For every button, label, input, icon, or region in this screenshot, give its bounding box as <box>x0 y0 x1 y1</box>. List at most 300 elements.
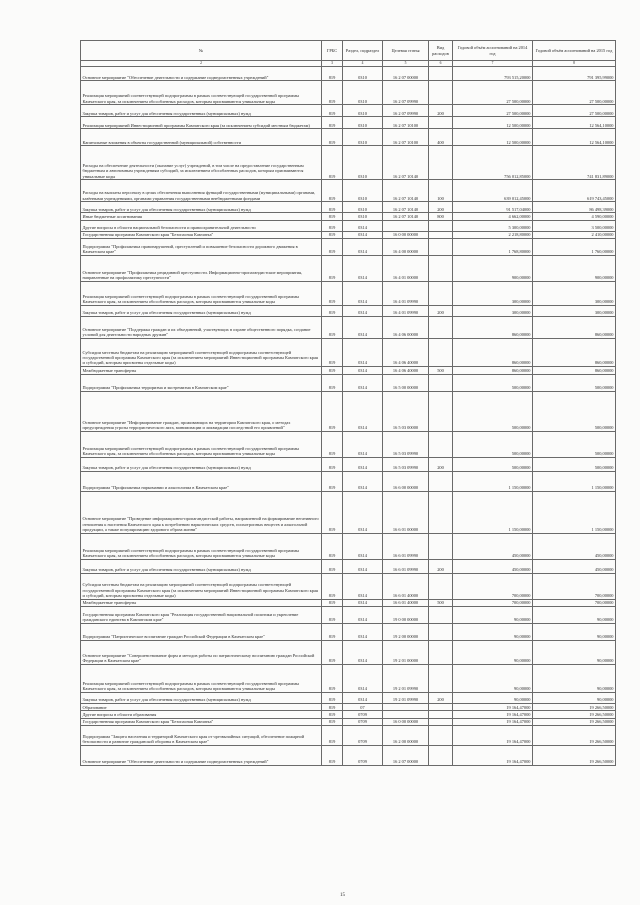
table-row <box>81 81 616 105</box>
row-grbs: 819 <box>322 599 343 606</box>
row-section: 0709 <box>343 711 383 718</box>
row-section: 0709 <box>343 718 383 725</box>
row-section: 07 <box>343 703 383 710</box>
row-amount-2014: 500,00000 <box>453 431 533 457</box>
row-section: 0314 <box>343 692 383 703</box>
row-expense-type <box>429 81 453 105</box>
row-name: Субсидии местным бюджетам на реализацию мероприятий соответствующей подпрограммы соответствующей государственной программы Камчатского края (за исключением мероприятий Инвестиционной программы Камчатского края и субсидий, которым присвоены отдельные коды) <box>81 339 322 367</box>
row-target-article: 19 0 00 00000 <box>383 606 429 623</box>
row-grbs: 819 <box>322 317 343 339</box>
row-amount-2014: 793 515,20000 <box>453 67 533 81</box>
table-row <box>81 317 616 339</box>
row-section: 0709 <box>343 746 383 766</box>
row-grbs: 819 <box>322 471 343 491</box>
row-amount-2015: 450,00000 <box>533 559 616 573</box>
row-grbs: 819 <box>322 559 343 573</box>
row-section: 0310 <box>343 105 383 117</box>
row-target-article: 16 4 06 40000 <box>383 367 429 374</box>
table-row <box>81 692 616 703</box>
row-expense-type: 200 <box>429 202 453 213</box>
row-grbs: 819 <box>322 746 343 766</box>
row-amount-2014: 500,00000 <box>453 457 533 471</box>
table-row <box>81 67 616 81</box>
row-section: 0314 <box>343 431 383 457</box>
row-name: Основное мероприятие "Поддержка граждан и их объединений, участвующих в охране общественного порядка, создание условий для деятельности народных дружин" <box>81 317 322 339</box>
row-target-article: 16 2 07 00000 <box>383 746 429 766</box>
row-name: Межбюджетные трансферты <box>81 367 322 374</box>
row-amount-2015: 19 266,50000 <box>533 726 616 746</box>
table-row <box>81 533 616 559</box>
row-amount-2015: 860,00000 <box>533 317 616 339</box>
table-row <box>81 105 616 117</box>
row-name: Реализация мероприятий Инвестиционной программы Камчатского края (за исключением субсидий местным бюджетам) <box>81 117 322 129</box>
row-grbs: 819 <box>322 431 343 457</box>
row-amount-2015: 500,00000 <box>533 457 616 471</box>
row-target-article: 16 0 00 00000 <box>383 718 429 725</box>
table-row <box>81 559 616 573</box>
row-target-article: 16 2 07 10140 <box>383 213 429 220</box>
row-amount-2015: 619 743,45000 <box>533 180 616 202</box>
row-section: 0314 <box>343 231 383 238</box>
table-row <box>81 664 616 692</box>
row-section: 0314 <box>343 220 383 231</box>
row-amount-2015: 86 498,39000 <box>533 202 616 213</box>
row-section: 0314 <box>343 606 383 623</box>
row-name: Основное мероприятие "Информирование граждан, проживающих на территории Камчатского края, о методах предупреждения угрозы террористического акта, минимизации и ликвидации последствий его проявлений" <box>81 391 322 431</box>
row-name: Основное мероприятие "Проведение информационно-пропагандистской работы, направленной на формирование негативного отношения к населения Камчатского края к потреблению наркотических средств, психотропных веществ и алкогольной продукции, а также популяризацию здорового образа жизни" <box>81 491 322 533</box>
row-amount-2015: 1 150,00000 <box>533 471 616 491</box>
row-expense-type <box>429 573 453 599</box>
table-row <box>81 606 616 623</box>
column-index: 5 <box>383 61 429 67</box>
row-target-article: 16 5 03 00000 <box>383 391 429 431</box>
row-amount-2014: 756 012,85000 <box>453 146 533 180</box>
row-section: 0310 <box>343 117 383 129</box>
row-grbs: 819 <box>322 282 343 306</box>
row-target-article: 16 2 07 00000 <box>383 67 429 81</box>
row-section: 0314 <box>343 664 383 692</box>
row-amount-2014: 19 164,47000 <box>453 726 533 746</box>
row-expense-type <box>429 533 453 559</box>
row-section: 0314 <box>343 239 383 256</box>
row-grbs: 819 <box>322 573 343 599</box>
row-amount-2014: 4 662,00000 <box>453 213 533 220</box>
table-row <box>81 703 616 710</box>
row-section: 0314 <box>343 256 383 282</box>
row-amount-2015: 2 410,00000 <box>533 231 616 238</box>
row-target-article: 16 6 01 09990 <box>383 559 429 573</box>
table-row <box>81 282 616 306</box>
row-target-article: 16 2 07 10100 <box>383 117 429 129</box>
row-name: Реализация мероприятий соответствующей подпрограммы в рамках соответствующей государственной программы Камчатского края, за исключением обособленных расходов, которым присваиваются уникальные коды <box>81 81 322 105</box>
row-grbs: 819 <box>322 640 343 664</box>
row-expense-type <box>429 239 453 256</box>
row-amount-2015: 700,00000 <box>533 573 616 599</box>
row-name: Образование <box>81 703 322 710</box>
row-target-article: 16 6 01 00000 <box>383 491 429 533</box>
budget-table <box>80 40 616 766</box>
row-grbs: 819 <box>322 105 343 117</box>
row-target-article: 19 2 01 09990 <box>383 692 429 703</box>
header-gr: ГРБС <box>322 41 343 61</box>
row-target-article: 16 2 07 10140 <box>383 202 429 213</box>
row-name: Расходы на обеспечение деятельности (оказание услуг) учреждений, в том числе на предоставление государственным бюджетным и автономным учреждениям субсидий, за исключением обособленных расходов, которым присваиваются уникальные коды <box>81 146 322 180</box>
table-row <box>81 220 616 231</box>
row-name: Подпрограмма "Профилактика наркомании и алкоголизма в Камчатском крае" <box>81 471 322 491</box>
row-target-article: 16 6 01 40000 <box>383 599 429 606</box>
row-grbs: 819 <box>322 718 343 725</box>
column-index: 7 <box>453 61 533 67</box>
row-grbs: 819 <box>322 213 343 220</box>
row-target-article: 16 0 00 00000 <box>383 231 429 238</box>
row-amount-2015: 90,00000 <box>533 692 616 703</box>
row-amount-2015: 19 266,50000 <box>533 718 616 725</box>
table-row <box>81 239 616 256</box>
row-section: 0709 <box>343 726 383 746</box>
row-grbs: 819 <box>322 711 343 718</box>
row-section: 0310 <box>343 202 383 213</box>
row-amount-2014: 27 500,00000 <box>453 105 533 117</box>
row-amount-2015: 12 564,10000 <box>533 117 616 129</box>
row-amount-2014: 90,00000 <box>453 623 533 640</box>
row-target-article: 16 2 00 00000 <box>383 726 429 746</box>
row-amount-2015: 500,00000 <box>533 391 616 431</box>
row-grbs: 819 <box>322 129 343 146</box>
row-expense-type <box>429 431 453 457</box>
row-expense-type <box>429 623 453 640</box>
row-section: 0314 <box>343 282 383 306</box>
row-amount-2015: 500,00000 <box>533 431 616 457</box>
row-grbs: 819 <box>322 220 343 231</box>
row-amount-2015: 900,00000 <box>533 256 616 282</box>
column-index: 8 <box>533 61 616 67</box>
row-target-article: 16 5 00 00000 <box>383 374 429 391</box>
row-amount-2014: 91 517,04000 <box>453 202 533 213</box>
row-target-article: 16 2 07 09990 <box>383 105 429 117</box>
row-grbs: 819 <box>322 726 343 746</box>
row-expense-type: 200 <box>429 457 453 471</box>
row-grbs: 819 <box>322 180 343 202</box>
row-section: 0314 <box>343 367 383 374</box>
row-expense-type <box>429 117 453 129</box>
row-name: Подпрограмма "Профилактика правонарушений, преступлений и повышение безопасности дорожного движения в Камчатском крае" <box>81 239 322 256</box>
row-grbs: 819 <box>322 457 343 471</box>
row-amount-2014: 12 500,00000 <box>453 129 533 146</box>
row-target-article <box>383 220 429 231</box>
row-name: Расходы на выплаты персоналу в целях обеспечения выполнения функций государственными (муниципальными) органами, казёнными учреждениями, органами управления государственными внебюджетными фондами <box>81 180 322 202</box>
table-row <box>81 231 616 238</box>
row-target-article: 16 4 06 00000 <box>383 317 429 339</box>
table-row <box>81 202 616 213</box>
row-expense-type: 200 <box>429 559 453 573</box>
row-name: Государственная программа Камчатского края "Безопасная Камчатка" <box>81 231 322 238</box>
row-grbs: 819 <box>322 306 343 317</box>
row-grbs: 819 <box>322 231 343 238</box>
row-grbs: 819 <box>322 67 343 81</box>
row-amount-2014: 19 164,47000 <box>453 703 533 710</box>
header-name <box>81 41 322 61</box>
row-amount-2014: 90,00000 <box>453 664 533 692</box>
row-amount-2014: 860,00000 <box>453 339 533 367</box>
row-name: Закупка товаров, работ и услуг для обеспечения государственных (муниципальных) нужд <box>81 202 322 213</box>
row-amount-2014: 450,00000 <box>453 559 533 573</box>
row-expense-type: 800 <box>429 213 453 220</box>
row-amount-2014: 1 768,80000 <box>453 239 533 256</box>
row-amount-2014: 450,00000 <box>453 533 533 559</box>
row-amount-2015: 19 266,50000 <box>533 711 616 718</box>
row-grbs: 819 <box>322 533 343 559</box>
row-expense-type: 200 <box>429 105 453 117</box>
row-name: Основное мероприятие "Совершенствование форм и методов работы по патриотическому воспитанию граждан Российской Федерации в Камчатском крае" <box>81 640 322 664</box>
table-row <box>81 213 616 220</box>
row-name: Закупка товаров, работ и услуг для обеспечения государственных (муниципальных) нужд <box>81 306 322 317</box>
row-amount-2014: 700,00000 <box>453 573 533 599</box>
row-amount-2015: 1 150,00000 <box>533 491 616 533</box>
column-index: 2 <box>81 61 322 67</box>
row-amount-2014: 1 150,00000 <box>453 471 533 491</box>
row-amount-2015: 1 760,00000 <box>533 239 616 256</box>
row-expense-type: 100 <box>429 180 453 202</box>
row-expense-type <box>429 491 453 533</box>
table-row <box>81 431 616 457</box>
row-section: 0314 <box>343 559 383 573</box>
row-grbs: 819 <box>322 81 343 105</box>
row-amount-2015: 791 395,99000 <box>533 67 616 81</box>
row-section: 0310 <box>343 180 383 202</box>
row-grbs: 819 <box>322 703 343 710</box>
row-amount-2014: 5 300,00000 <box>453 220 533 231</box>
row-name: Закупка товаров, работ и услуг для обеспечения государственных (муниципальных) нужд <box>81 559 322 573</box>
row-section: 0314 <box>343 457 383 471</box>
table-row <box>81 623 616 640</box>
row-name: Закупка товаров, работ и услуг для обеспечения государственных (муниципальных) нужд <box>81 692 322 703</box>
table-row <box>81 374 616 391</box>
row-target-article: 16 4 01 09990 <box>383 282 429 306</box>
row-amount-2015: 700,00000 <box>533 599 616 606</box>
table-row <box>81 746 616 766</box>
table-row <box>81 391 616 431</box>
row-name: Основное мероприятие "Профилактика рецидивной преступности. Информационно-пропагандистские мероприятия, направленные на профилактику преступности" <box>81 256 322 282</box>
row-amount-2014: 19 164,47000 <box>453 746 533 766</box>
row-grbs: 819 <box>322 664 343 692</box>
row-name: Подпрограмма "Патриотическое воспитание граждан Российской Федерации в Камчатском крае" <box>81 623 322 640</box>
row-expense-type <box>429 282 453 306</box>
table-row <box>81 367 616 374</box>
row-section: 0314 <box>343 623 383 640</box>
row-name: Государственная программа Камчатского края "Безопасная Камчатка" <box>81 718 322 725</box>
row-section: 0314 <box>343 599 383 606</box>
column-index: 3 <box>322 61 343 67</box>
row-amount-2014: 19 164,47000 <box>453 718 533 725</box>
row-target-article: 16 4 00 00000 <box>383 239 429 256</box>
row-target-article: 16 5 03 09990 <box>383 457 429 471</box>
table-row <box>81 117 616 129</box>
row-expense-type: 400 <box>429 129 453 146</box>
row-name: Подпрограмма "Профилактика терроризма и экстремизма в Камчатском крае" <box>81 374 322 391</box>
row-amount-2014: 27 500,00000 <box>453 81 533 105</box>
table-row <box>81 599 616 606</box>
row-name: Государственная программа Камчатского края "Реализация государственной национальной политики и укрепление гражданского единства в Камчатском крае" <box>81 606 322 623</box>
row-name: Субсидии местным бюджетам на реализацию мероприятий соответствующей подпрограммы соответствующей государственной программы Камчатского края (за исключением мероприятий Инвестиционной программы Камчатского края и субсидий, которым присвоены отдельные коды) <box>81 573 322 599</box>
row-amount-2015: 300,00000 <box>533 306 616 317</box>
row-section: 0310 <box>343 81 383 105</box>
row-amount-2014: 639 012,45000 <box>453 180 533 202</box>
row-expense-type <box>429 703 453 710</box>
row-target-article: 16 2 07 10140 <box>383 180 429 202</box>
row-amount-2014: 500,00000 <box>453 374 533 391</box>
row-expense-type <box>429 317 453 339</box>
table-row <box>81 129 616 146</box>
row-amount-2014: 90,00000 <box>453 692 533 703</box>
row-amount-2014: 860,00000 <box>453 317 533 339</box>
row-section: 0310 <box>343 129 383 146</box>
row-expense-type <box>429 471 453 491</box>
row-section: 0310 <box>343 146 383 180</box>
table-row <box>81 339 616 367</box>
table-row <box>81 256 616 282</box>
row-name: Капитальные вложения в объекты государственной (муниципальной) собственности <box>81 129 322 146</box>
row-target-article: 19 2 01 09990 <box>383 664 429 692</box>
header-cs: Целевая статья <box>383 41 429 61</box>
row-amount-2014: 12 500,00000 <box>453 117 533 129</box>
row-name: Основное мероприятие "Обеспечение деятельности и содержание подведомственных учреждений" <box>81 67 322 81</box>
row-expense-type <box>429 67 453 81</box>
row-expense-type <box>429 220 453 231</box>
table-row <box>81 640 616 664</box>
row-name: Подпрограмма "Защита населения и территорий Камчатского края от чрезвычайных ситуаций, обеспечение пожарной безопасности и развитие гражданской обороны в Камчатском крае" <box>81 726 322 746</box>
row-name: Реализация мероприятий соответствующей подпрограммы в рамках соответствующей государственной программы Камчатского края, за исключением обособленных расходов, которым присваиваются уникальные коды <box>81 431 322 457</box>
row-expense-type <box>429 726 453 746</box>
row-amount-2014: 700,00000 <box>453 599 533 606</box>
row-expense-type: 500 <box>429 599 453 606</box>
row-amount-2015: 27 500,00000 <box>533 105 616 117</box>
row-expense-type <box>429 664 453 692</box>
header-year1: Годовой объём ассигнований на 2014 год <box>453 41 533 61</box>
column-index: 6 <box>429 61 453 67</box>
row-amount-2014: 90,00000 <box>453 606 533 623</box>
row-grbs: 819 <box>322 391 343 431</box>
row-name: Основное мероприятие "Обеспечение деятельности и содержание подведомственных учреждений" <box>81 746 322 766</box>
row-amount-2015: 90,00000 <box>533 664 616 692</box>
row-section: 0314 <box>343 317 383 339</box>
row-amount-2015: 19 266,50000 <box>533 703 616 710</box>
table-row <box>81 457 616 471</box>
row-section: 0314 <box>343 471 383 491</box>
table-row <box>81 573 616 599</box>
row-amount-2015: 3 500,00000 <box>533 220 616 231</box>
row-expense-type <box>429 606 453 623</box>
row-amount-2014: 300,00000 <box>453 282 533 306</box>
row-amount-2015: 90,00000 <box>533 606 616 623</box>
row-amount-2015: 741 831,89000 <box>533 146 616 180</box>
row-name: Другие вопросы в области национальной безопасности и правоохранительной деятельности <box>81 220 322 231</box>
row-amount-2014: 1 150,00000 <box>453 491 533 533</box>
row-target-article: 19 2 00 00000 <box>383 623 429 640</box>
row-name: Реализация мероприятий соответствующей подпрограммы в рамках соответствующей государственной программы Камчатского края, за исключением обособленных расходов, которым присваиваются уникальные коды <box>81 282 322 306</box>
row-name: Другие вопросы в области образования <box>81 711 322 718</box>
row-section: 0310 <box>343 67 383 81</box>
row-target-article: 16 2 07 09990 <box>383 81 429 105</box>
row-amount-2015: 860,00000 <box>533 367 616 374</box>
header-year2: Годовой объём ассигнований на 2015 год <box>533 41 616 61</box>
row-target-article: 16 2 07 10100 <box>383 129 429 146</box>
column-index: 4 <box>343 61 383 67</box>
row-grbs: 819 <box>322 117 343 129</box>
table-row <box>81 726 616 746</box>
row-name: Реализация мероприятий соответствующей подпрограммы в рамках соответствующей государственной программы Камчатского края, за исключением обособленных расходов, которым присваиваются уникальные коды <box>81 664 322 692</box>
row-amount-2014: 2 218,80000 <box>453 231 533 238</box>
row-amount-2014: 900,00000 <box>453 256 533 282</box>
header-vr: Вид расходов <box>429 41 453 61</box>
row-section: 0314 <box>343 391 383 431</box>
row-section: 0314 <box>343 339 383 367</box>
table-row <box>81 471 616 491</box>
row-section: 0310 <box>343 213 383 220</box>
row-expense-type: 200 <box>429 692 453 703</box>
row-name: Реализация мероприятий соответствующей подпрограммы в рамках соответствующей государственной программы Камчатского края, за исключением обособленных расходов, которым присваиваются уникальные коды <box>81 533 322 559</box>
row-amount-2014: 90,00000 <box>453 640 533 664</box>
row-grbs: 819 <box>322 256 343 282</box>
row-section: 0314 <box>343 640 383 664</box>
row-target-article: 16 4 06 40000 <box>383 339 429 367</box>
row-section: 0314 <box>343 491 383 533</box>
row-amount-2015: 4 590,00000 <box>533 213 616 220</box>
row-grbs: 819 <box>322 202 343 213</box>
row-target-article: 16 6 01 09990 <box>383 533 429 559</box>
table-row <box>81 306 616 317</box>
row-name: Межбюджетные трансферты <box>81 599 322 606</box>
row-amount-2014: 860,00000 <box>453 367 533 374</box>
row-section: 0314 <box>343 306 383 317</box>
row-section: 0314 <box>343 374 383 391</box>
row-expense-type <box>429 746 453 766</box>
row-name: Закупка товаров, работ и услуг для обеспечения государственных (муниципальных) нужд <box>81 457 322 471</box>
row-name: Иные бюджетные ассигнования <box>81 213 322 220</box>
row-grbs: 819 <box>322 623 343 640</box>
table-row <box>81 180 616 202</box>
row-target-article: 19 2 01 00000 <box>383 640 429 664</box>
row-amount-2015: 300,00000 <box>533 282 616 306</box>
row-expense-type <box>429 391 453 431</box>
table-row <box>81 711 616 718</box>
table-row <box>81 491 616 533</box>
row-expense-type <box>429 718 453 725</box>
row-amount-2015: 90,00000 <box>533 640 616 664</box>
row-target-article: 16 4 01 09990 <box>383 306 429 317</box>
row-amount-2015: 450,00000 <box>533 533 616 559</box>
row-grbs: 819 <box>322 146 343 180</box>
row-amount-2014: 19 164,47000 <box>453 711 533 718</box>
row-expense-type: 200 <box>429 306 453 317</box>
row-grbs: 819 <box>322 367 343 374</box>
row-grbs: 819 <box>322 491 343 533</box>
table-header-row <box>81 41 616 61</box>
row-target-article: 16 6 00 00000 <box>383 471 429 491</box>
row-target-article: 16 4 01 00000 <box>383 256 429 282</box>
row-amount-2015: 500,00000 <box>533 374 616 391</box>
row-expense-type <box>429 640 453 664</box>
row-amount-2015: 12 564,10000 <box>533 129 616 146</box>
table-body <box>81 67 616 766</box>
row-grbs: 819 <box>322 239 343 256</box>
row-amount-2015: 19 266,50000 <box>533 746 616 766</box>
table-row <box>81 718 616 725</box>
row-expense-type <box>429 231 453 238</box>
row-amount-2014: 500,00000 <box>453 391 533 431</box>
row-section: 0314 <box>343 533 383 559</box>
row-expense-type <box>429 339 453 367</box>
row-grbs: 819 <box>322 339 343 367</box>
